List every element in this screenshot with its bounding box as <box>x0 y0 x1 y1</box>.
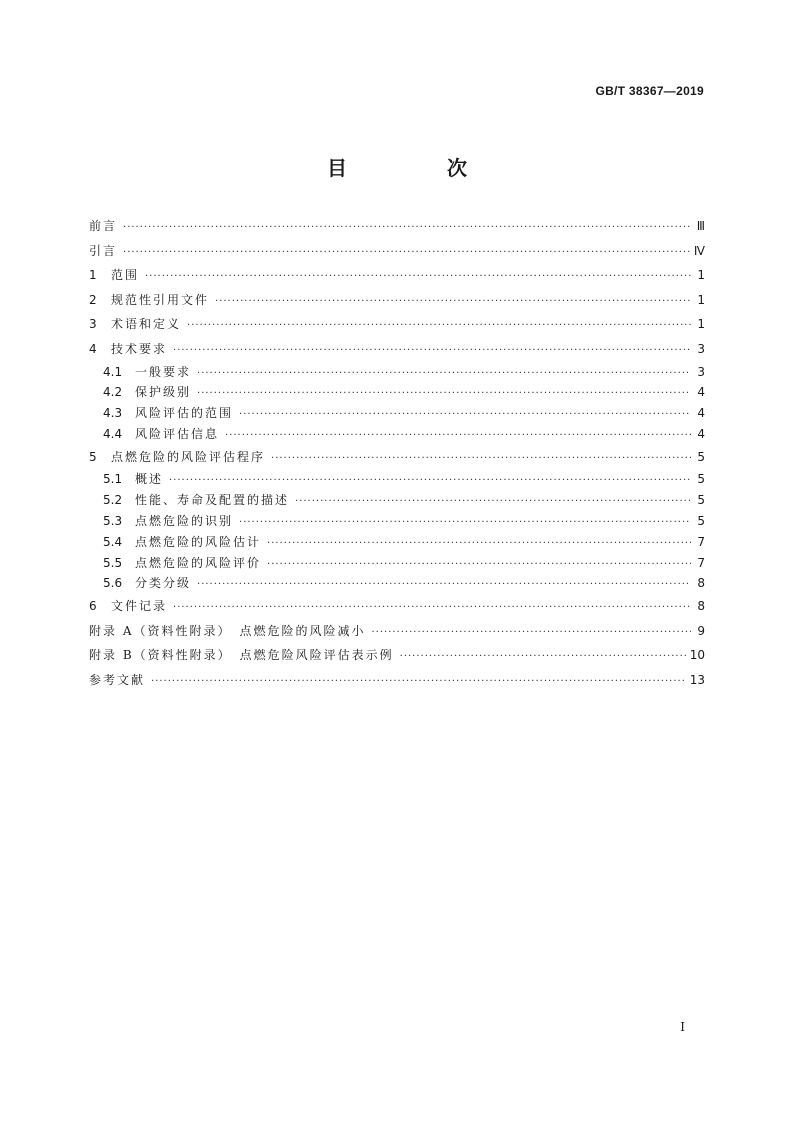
toc-subentry[interactable] <box>89 382 705 403</box>
toc-entry-page: 10 <box>689 648 705 663</box>
toc-entry-page: 13 <box>689 672 705 687</box>
toc-entry[interactable] <box>89 643 705 668</box>
toc-entry-page: 5 <box>697 472 705 487</box>
toc-leader-dots <box>151 670 686 695</box>
toc-subentry[interactable] <box>89 553 705 574</box>
toc-entry-page: 9 <box>697 623 705 638</box>
toc-entry-number: 4.3 <box>103 406 123 421</box>
toc-entry-page: 1 <box>697 268 705 283</box>
toc-leader-dots <box>271 447 691 472</box>
toc-entry-number: 5.3 <box>103 513 123 528</box>
toc-entry-label: 附录 A（资料性附录） 点燃危险的风险减小 <box>89 623 366 638</box>
toc-entry-page: 1 <box>697 317 705 332</box>
toc-leader-dots <box>197 384 691 405</box>
page-number: I <box>680 1020 685 1034</box>
toc-entry-label: 性能、寿命及配置的描述 <box>135 493 290 508</box>
toc-entry-label: 点燃危险的识别 <box>135 513 234 528</box>
toc-entry-number: 2 <box>89 292 97 307</box>
toc-leader-dots <box>173 596 691 621</box>
toc-entry-label: 术语和定义 <box>111 317 182 332</box>
toc-leader-dots <box>197 364 691 385</box>
toc-entry-number: 6 <box>89 599 97 614</box>
toc-entry-page: 4 <box>697 385 705 400</box>
toc-entry-page: 4 <box>697 406 705 421</box>
toc-entry-page: 5 <box>697 449 705 464</box>
toc-leader-dots <box>215 290 691 315</box>
toc-leader-dots <box>173 339 691 364</box>
toc-entry-page: 4 <box>697 426 705 441</box>
toc-subentry[interactable] <box>89 511 705 532</box>
toc-leader-dots <box>267 534 691 555</box>
toc-leader-dots <box>267 555 691 576</box>
toc-entry-number: 4.1 <box>103 364 123 379</box>
toc-entry-page: 3 <box>697 341 705 356</box>
toc-entry-label: 规范性引用文件 <box>111 292 210 307</box>
toc-entry[interactable] <box>89 312 705 337</box>
toc-entry-label: 保护级别 <box>135 385 192 400</box>
toc-entry-label: 附录 B（资料性附录） 点燃危险风险评估表示例 <box>89 648 394 663</box>
toc-leader-dots <box>197 575 691 596</box>
toc-entry-page: 3 <box>697 364 705 379</box>
toc-entry-page: 8 <box>697 599 705 614</box>
toc-leader-dots <box>225 426 691 447</box>
toc-leader-dots <box>187 314 691 339</box>
toc-entry[interactable] <box>89 337 705 362</box>
toc-entry-page: 5 <box>697 493 705 508</box>
toc-entry-label: 前言 <box>89 219 118 233</box>
toc-entry[interactable] <box>89 263 705 288</box>
toc-entry-number: 4 <box>89 341 97 356</box>
toc-entry-number: 5.5 <box>103 555 123 570</box>
toc-entry-page: 7 <box>697 555 705 570</box>
toc-entry-number: 5.1 <box>103 472 123 487</box>
toc-entry-label: 点燃危险的风险估计 <box>135 534 262 549</box>
toc-entry-number: 5.4 <box>103 534 123 549</box>
toc-entry-page: Ⅳ <box>693 243 705 258</box>
toc-subentry[interactable] <box>89 573 705 594</box>
toc-entry-number: 4.4 <box>103 426 123 441</box>
toc-subentry[interactable] <box>89 424 705 445</box>
toc-leader-dots <box>239 513 691 534</box>
toc-entry-number: 5.6 <box>103 576 123 591</box>
toc-entry[interactable] <box>89 239 705 264</box>
toc-entry-label: 风险评估信息 <box>135 426 220 441</box>
toc-leader-dots <box>239 405 691 426</box>
toc-entry[interactable] <box>89 594 705 619</box>
toc-entry[interactable] <box>89 445 705 470</box>
toc-subentry[interactable] <box>89 532 705 553</box>
table-of-contents <box>89 214 705 693</box>
toc-entry-label: 分类分级 <box>135 576 192 591</box>
toc-leader-dots <box>295 492 691 513</box>
toc-leader-dots <box>123 216 691 241</box>
toc-entry[interactable] <box>89 214 705 239</box>
toc-subentry[interactable] <box>89 362 705 383</box>
toc-subentry[interactable] <box>89 490 705 511</box>
toc-entry-page: 5 <box>697 513 705 528</box>
toc-entry-label: 点燃危险的风险评估程序 <box>111 449 266 464</box>
toc-entry-label: 参考文献 <box>89 672 146 687</box>
toc-leader-dots <box>400 645 686 670</box>
toc-entry-page: 7 <box>697 534 705 549</box>
toc-entry-label: 技术要求 <box>111 341 168 356</box>
toc-entry-page: 1 <box>697 292 705 307</box>
toc-leader-dots <box>123 241 690 266</box>
toc-subentry[interactable] <box>89 469 705 490</box>
toc-entry[interactable] <box>89 288 705 313</box>
toc-entry-label: 点燃危险的风险评价 <box>135 555 262 570</box>
toc-title: 目 次 <box>327 156 507 180</box>
toc-entry-number: 1 <box>89 268 97 283</box>
toc-leader-dots <box>145 265 691 290</box>
standard-number: GB/T 38367—2019 <box>595 84 704 98</box>
toc-entry-number: 4.2 <box>103 385 123 400</box>
toc-entry-number: 5.2 <box>103 493 123 508</box>
toc-entry-label: 概述 <box>135 472 164 487</box>
toc-entry[interactable] <box>89 619 705 644</box>
toc-entry-page: Ⅲ <box>696 219 705 233</box>
toc-leader-dots <box>371 621 691 646</box>
toc-entry-number: 3 <box>89 317 97 332</box>
toc-entry-label: 一般要求 <box>135 364 192 379</box>
toc-entry-label: 风险评估的范围 <box>135 406 234 421</box>
toc-entry-label: 引言 <box>89 243 118 258</box>
toc-entry[interactable] <box>89 668 705 693</box>
toc-subentry[interactable] <box>89 403 705 424</box>
toc-entry-label: 范围 <box>111 268 140 283</box>
toc-leader-dots <box>169 471 691 492</box>
toc-entry-number: 5 <box>89 449 97 464</box>
toc-entry-page: 8 <box>697 576 705 591</box>
toc-entry-label: 文件记录 <box>111 599 168 614</box>
